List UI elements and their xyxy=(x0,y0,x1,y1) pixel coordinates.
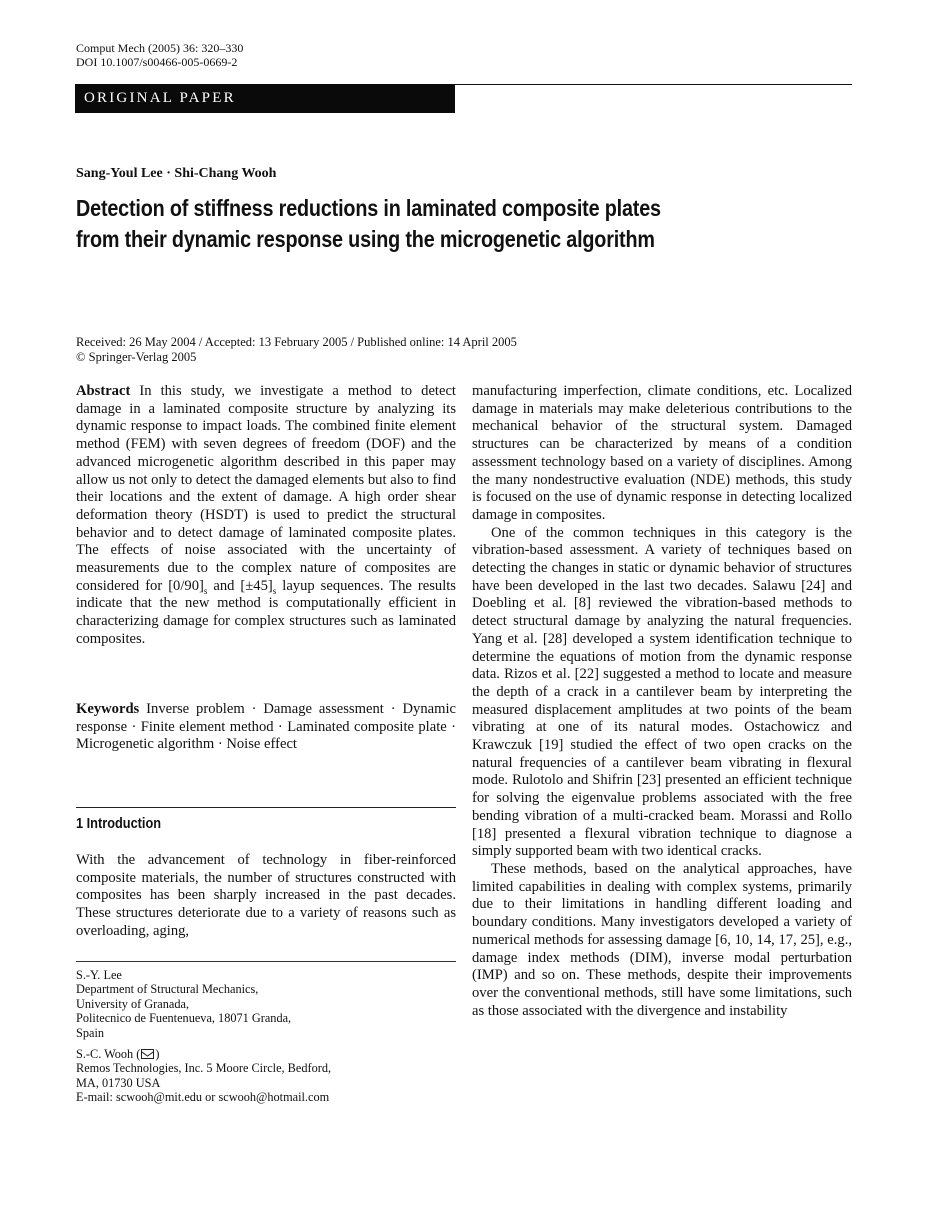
article-title xyxy=(76,193,747,255)
right-para-1: manufacturing imperfection, climate conditions, etc. Localized damage in materials may make deleterious contributions to the mechanical behavior of the structural system. Damaged structures can be characterized by means of a condition assessment technology based on a variety of disciplines. Among the many nondestructive evaluation (NDE) methods, this study is focused on the use of dynamic response in detecting localized damage in composites. xyxy=(472,383,852,523)
author2-name: S.-C. Wooh ( xyxy=(76,1047,141,1061)
copyright-line: © Springer-Verlag 2005 xyxy=(76,350,197,364)
right-para-2: One of the common techniques in this category is the vibration-based assessment. A variety of techniques based on detecting the changes in static or dynamic behavior of structures have been developed in the last two decades. Salawu [24] and Doebling et al. [8] reviewed the vibration-based methods to detect structural damage by analyzing the natural frequencies. Yang et al. [28] developed a system identification technique to determine the equations of motion from the dynamic response data. Rizos et al. [22] suggested a method to locate and measure the depth of a crack in a cantilever beam by interpreting the measured displacement amplitudes at two points of the beam vibrating at one of its natural modes. Ostachowicz and Krawczuk [19] studied the effect of two open cracks on the natural frequencies of a cantilever beam vibrating in flexural mode. Rulotolo and Shifrin [23] presented an efficient technique for solving the eigenvalue problems associated with the free bending vibration of a multi-cracked beam. Morassi and Rollo [18] presented a flexural vibration technique to diagnose a simply supported beam with two identical cracks. xyxy=(472,524,852,860)
publication-dates xyxy=(76,335,517,365)
introduction-paragraph xyxy=(76,852,456,941)
author2-name-close: ) xyxy=(155,1047,160,1061)
footnote-rule xyxy=(76,961,456,962)
section-divider xyxy=(76,807,456,808)
abstract xyxy=(76,383,456,649)
article-type-banner: ORIGINAL PAPER xyxy=(75,84,455,113)
author1-country: Spain xyxy=(76,1025,105,1040)
received-line: Received: 26 May 2004 / Accepted: 13 February 2005 / Published online: 14 April 2005 xyxy=(76,335,517,349)
intro-text: With the advancement of technology in fiber-reinforced composite materials, the number of structures constructed with composites has been sharply increased in the past decades. These structures deteriorate due to a variety of reasons such as overloading, aging, xyxy=(76,852,456,939)
abstract-sub-1: s xyxy=(203,585,208,596)
author1-name: S.-Y. Lee xyxy=(76,968,122,982)
right-column xyxy=(472,383,852,1020)
abstract-text-3: layup sequences. The results indicate that the new method is computationally efficient in characterizing damage for complex structures such as laminated composites. xyxy=(76,577,456,647)
abstract-text-2: and [±45] xyxy=(207,577,273,594)
author2-name-line xyxy=(76,1047,456,1061)
author2-company: Remos Technologies, Inc. 5 Moore Circle, Bedford, xyxy=(76,1061,332,1076)
section-heading-introduction: 1 Introduction xyxy=(76,816,162,832)
doi: DOI 10.1007/s00466-005-0669-2 xyxy=(76,55,238,69)
authors: Sang-Youl Lee · Shi-Chang Wooh xyxy=(76,166,277,181)
journal-reference: Comput Mech (2005) 36: 320–330 xyxy=(76,41,244,55)
right-para-3: These methods, based on the analytical approaches, have limited capabilities in dealing with complex systems, primarily due to their limitations in handling different loading and boundary conditions. Many investigators developed a variety of numerical methods for assessing damage [6, 10, 14, 17, 25], e.g., damage index methods (DIM), inverse modal perturbation (IMP) and so on. These methods, despite their improvements over the conventional methods, still have some limitations, such as those associated with the divergence and instability xyxy=(472,860,852,1019)
keywords xyxy=(76,701,456,754)
abstract-sub-2: s xyxy=(272,585,277,596)
author1-dept: Department of Structural Mechanics, xyxy=(76,982,259,997)
author1-univ: University of Granada, xyxy=(76,996,190,1011)
envelope-icon xyxy=(141,1049,154,1059)
title-line-2: from their dynamic response using the microgenetic algorithm xyxy=(76,226,655,252)
abstract-text-1: In this study, we investigate a method to detect damage in a laminated composite structure by analyzing its dynamic response to impact loads. The combined finite element method (FEM) with seven degrees of freedom (DOF) and the advanced microgenetic algorithm described in this paper may allow us not only to detect the damaged elements but also to find their locations and the extent of damage. A high order shear deformation theory (HSDT) is used to predict the structural behavior and to detect damage of laminated composite plates. The effects of noise associated with the uncertainty of measurements due to the complex nature of composites are considered for [0/90] xyxy=(76,383,456,594)
author2-city: MA, 01730 USA xyxy=(76,1075,161,1090)
author1-address: Politecnico de Fuentenueva, 18071 Granda, xyxy=(76,1011,292,1026)
keywords-text: Inverse problem · Damage assessment · Dynamic response · Finite element method · Laminated composite plate · Microgenetic algorithm · Noise effect xyxy=(76,701,456,753)
abstract-label: Abstract xyxy=(76,383,131,399)
author2-email: E-mail: scwooh@mit.edu or scwooh@hotmail.com xyxy=(76,1090,330,1105)
title-line-1: Detection of stiffness reductions in laminated composite plates xyxy=(76,195,661,221)
header-rule xyxy=(455,84,852,85)
author2-affiliation xyxy=(76,1047,456,1105)
keywords-label: Keywords xyxy=(76,701,140,717)
author1-affiliation xyxy=(76,968,456,1040)
